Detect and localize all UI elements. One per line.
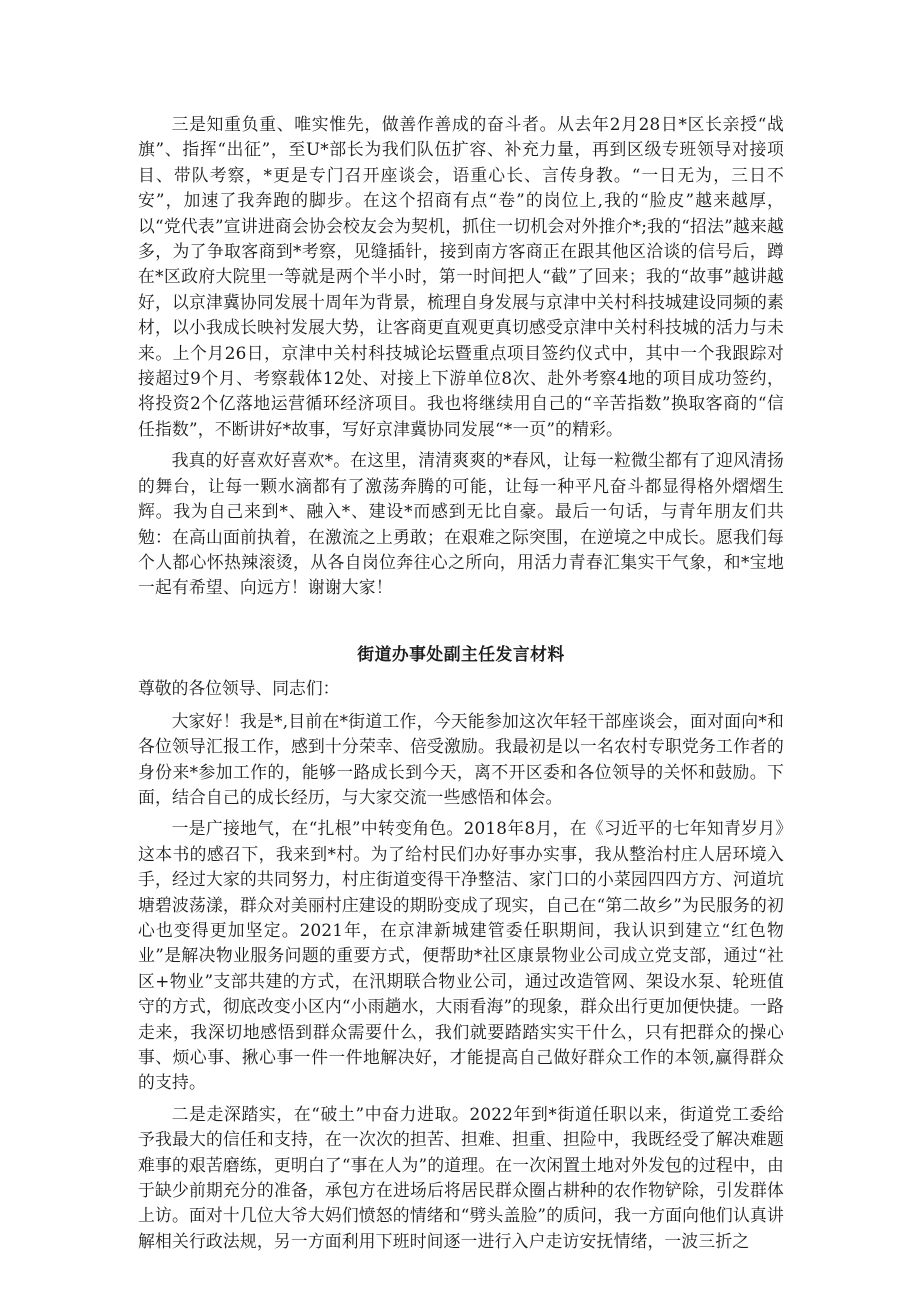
section-title: 街道办事处副主任发言材料	[357, 643, 565, 664]
paragraph-investment-work: 三是知重负重、唯实惟先，做善作善成的奋斗者。从去年2月28日*区长亲授“战旗”、指挥“出征”，至U*部长为我们队伍扩容、补充力量，再到区级专班领导对接项目、带队考察，*更是专门召开座谈会，语重心长、言传身教。“一日无为，三日不安”，加速了我奔跑的脚步。在这个招商有点“卷”的岗位上,我的“脸皮”越来越厚，以“党代表”宣讲进商会协会校友会为契机，抓住一切机会对外推介*;我的“招法”越来越多，为了争取客商到*考察，见缝插针，接到南方客商正在跟其他区洽谈的信号后，蹲在*区政府大院里一等就是两个半小时，第一时间把人“截”了回来；我的“故事”越讲越好，以京津冀协同发展十周年为背景，梳理自身发展与京津中关村科技城建设同频的素材，以小我成长映衬发展大势，让客商更直观更真切感受京津中关村科技城的活力与未来。上个月26日，京津中关村科技城论坛暨重点项目签约仪式中，其中一个我跟踪对接超过9个月、考察载体12处、对接上下游单位8次、赴外考察4地的项目成功签约，将投资2个亿落地运营循环经济项目。我也将继续用自己的“辛苦指数”换取客商的“信任指数”，不断讲好*故事，写好京津冀协同发展“*一页”的精彩。	[138, 114, 784, 439]
paragraph-introduction: 大家好！我是*,目前在*街道工作，今天能参加这次年轻干部座谈会，面对面向*和各位领导汇报工作，感到十分荣幸、倍受激励。我最初是以一名农村专职党务工作者的身份来*参加工作的，能够一路成长到今天，离不开区委和各位领导的关怀和鼓励。下面，结合自己的成长经历，与大家交流一些感悟和体会。	[138, 710, 784, 807]
paragraph-closing-remarks: 我真的好喜欢好喜欢*。在这里，清清爽爽的*春风，让每一粒微尘都有了迎风清扬的舞台，让每一颗水滴都有了激荡奔腾的可能，让每一种平凡奋斗都显得格外熠熠生辉。我为自己来到*、融入*、建设*而感到无比自豪。最后一句话，与青年朋友们共勉：在高山面前执着，在激流之上勇敢；在艰难之际突围，在逆境之中成长。愿我们每个人都心怀热辣滚烫，从各自岗位奔往心之所向，用活力青春汇集实干气象，和*宝地一起有希望、向远方！谢谢大家！	[138, 450, 784, 598]
document-page	[138, 112, 784, 1254]
paragraph-point-one: 一是广接地气，在“扎根”中转变角色。2018年8月，在《习近平的七年知青岁月》这本书的感召下，我来到*村。为了给村民们办好事办实事，我从整治村庄人居环境入手，经过大家的共同努力，村庄街道变得干净整洁、家门口的小菜园四四方方、河道坑塘碧波荡漾，群众对美丽村庄建设的期盼变成了现实，自己在“第二故乡”为民服务的初心也变得更加坚定。2021年，在京津新城建管委任职期间，我认识到建立“红色物业”是解决物业服务问题的重要方式，便帮助*社区康景物业公司成立党支部，通过“社区+物业”支部共建的方式，在汛期联合物业公司，通过改造管网、架设水泵、轮班值守的方式，彻底改变小区内“小雨趟水，大雨看海”的现象，群众出行更加便快捷。一路走来，我深切地感悟到群众需要什么，我们就要踏踏实实干什么，只有把群众的操心事、烦心事、揪心事一件一件地解决好，才能提高自己做好群众工作的本领,赢得群众的支持。	[138, 818, 784, 1093]
salutation: 尊敬的各位领导、同志们：	[138, 677, 340, 698]
paragraph-point-two: 二是走深踏实，在“破土”中奋力进取。2022年到*街道任职以来，街道党工委给予我最大的信任和支持，在一次次的担苦、担难、担重、担险中，我既经受了解决难题难事的艰苦磨练，更明白了“事在人为”的道理。在一次闲置土地对外发包的过程中，由于缺少前期充分的准备，承包方在进场后将居民群众圈占耕种的农作物铲除，引发群体上访。面对十几位大爷大妈们愤怒的情绪和“劈头盖脸”的质问，我一方面向他们认真讲解相关行政法规，另一方面利用下班时间逐一进行入户走访安抚情绪，一波三折之	[138, 1103, 784, 1251]
